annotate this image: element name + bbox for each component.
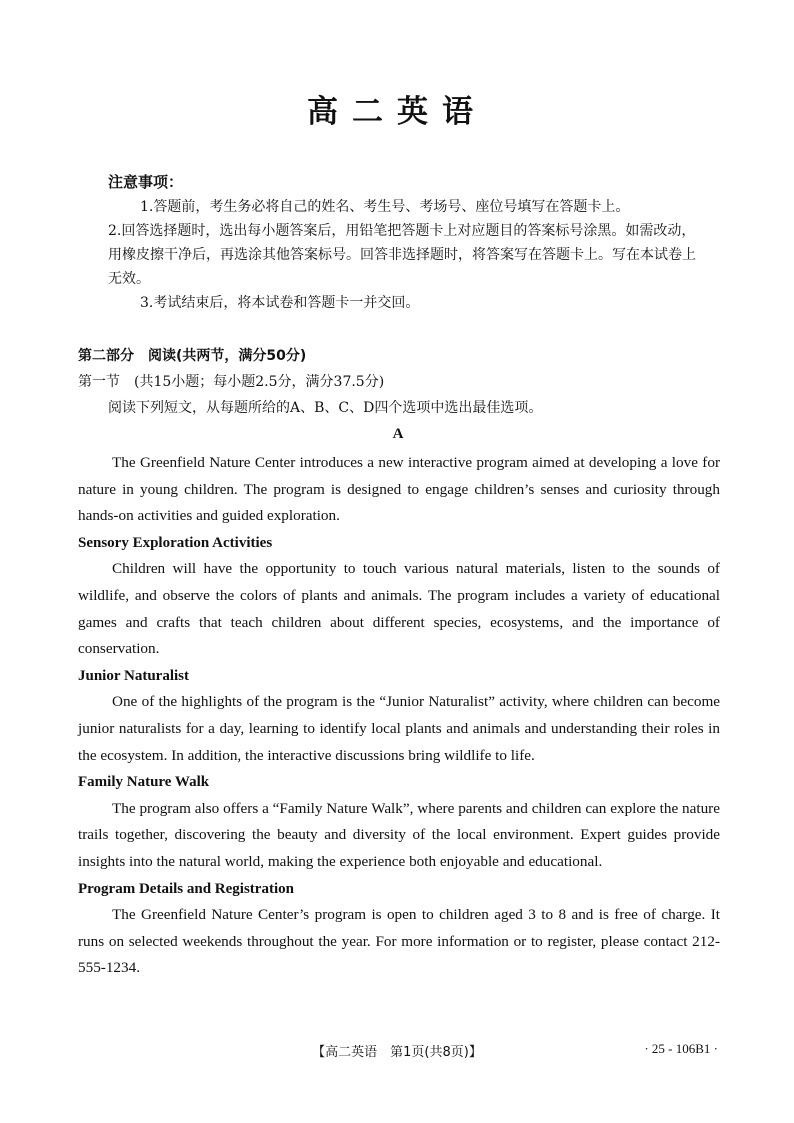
paper-code: · 25 - 106B1 · (644, 1041, 718, 1056)
section-heading: Sensory Exploration Activities (78, 534, 273, 551)
passage-intro: The Greenfield Nature Center introduces a new interactive program aimed at developing a love for nature in young children. The program is designed to engage children’s senses and curiosity through hands-on activities and guided exploration. (78, 454, 720, 525)
section-text: One of the highlights of the program is the “Junior Naturalist” activity, where children can become junior naturalists for a day, learning to identify local plants and animals and understanding their roles in the ecosystem. In addition, the interactive discussions bring wildlife to life. (78, 693, 720, 764)
passage-a (78, 450, 720, 982)
instruction: 阅读下列短文，从每题所给的A、B、C、D四个选项中选出最佳选项。 (108, 400, 543, 416)
notice-item-3: 3.考试结束后，将本试卷和答题卡一并交回。 (140, 295, 420, 311)
section-heading: Junior Naturalist (78, 667, 189, 684)
notice-item-1: 1.答题前，考生务必将自己的姓名、考生号、考场号、座位号填写在答题卡上。 (140, 199, 630, 215)
passage-letter: A (392, 426, 404, 442)
section-heading: Family Nature Walk (78, 774, 210, 791)
section-text: Children will have the opportunity to touch various natural materials, listen to the sounds of wildlife, and observe the colors of plants and animals. The program includes a variety of educational games and crafts that teach children about different species, ecosystems, and the importance of conservation. (78, 560, 720, 658)
page-label: 【高二英语 第1页(共8页)】 (312, 1045, 482, 1060)
exam-title: 高二英语 (307, 94, 487, 130)
section-text: The Greenfield Nature Center’s program is open to children aged 3 to 8 and is free of charge. It runs on selected weekends throughout the year. For more information or to register, please contact 212-555-1234. (78, 906, 720, 977)
part-title: 第二部分 阅读(共两节，满分50分) (78, 348, 307, 364)
notice-block (78, 170, 698, 315)
section-title: 第一节 (共15小题；每小题2.5分，满分37.5分) (78, 374, 385, 390)
section-text: The program also offers a “Family Nature Walk”, where parents and children can explore the nature trails together, discovering the beauty and diversity of the local environment. Expert guides provide insights into the natural world, making the experience both enjoyable and educational. (78, 799, 720, 870)
reading-part (78, 343, 718, 447)
notice-heading: 注意事项： (108, 173, 184, 191)
section-heading: Program Details and Registration (78, 880, 294, 897)
notice-item-2: 2.回答选择题时，选出每小题答案后，用铅笔把答题卡上对应题目的答案标号涂黑。如需改动，用橡皮擦干净后，再选涂其他答案标号。回答非选择题时，将答案写在答题卡上。写在本试卷上无效。 (108, 223, 696, 287)
